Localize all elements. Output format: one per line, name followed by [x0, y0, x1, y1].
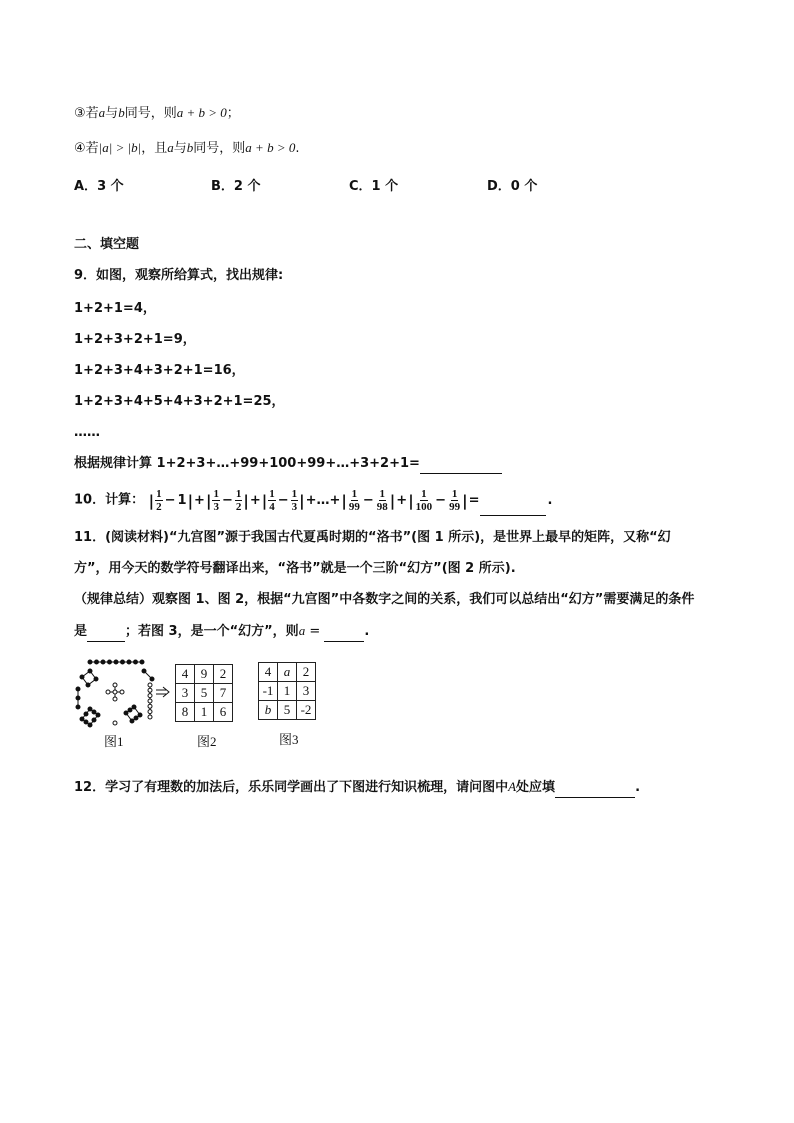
option-letter: A． — [74, 179, 98, 194]
option-d[interactable] — [487, 175, 537, 194]
option-a[interactable] — [74, 175, 124, 194]
q11-line-3: （规律总结）观察图 1、图 2，根据“九宫图”中各数字之间的关系，我们可以总结出“幻方”需要满足的条件 — [74, 592, 695, 607]
abs-bar: | — [389, 491, 396, 510]
answer-blank[interactable] — [420, 455, 502, 474]
numerator: 1 — [269, 488, 275, 500]
denominator: 100 — [415, 501, 433, 513]
denominator: 4 — [269, 501, 275, 513]
abs-bar: | — [261, 491, 268, 510]
luoshu-figure — [72, 657, 170, 737]
denominator: 99 — [348, 501, 360, 513]
minus-sign: − — [221, 492, 233, 508]
answer-blank[interactable] — [324, 623, 364, 642]
grid-cell: 1 — [278, 682, 297, 701]
fraction — [212, 488, 220, 513]
fig3-caption: 图3 — [279, 732, 299, 747]
statement-3 — [74, 104, 240, 123]
q9-line-2: 1+2+3+2+1=9， — [74, 332, 196, 347]
numerator: 1 — [291, 488, 298, 500]
answer-blank[interactable] — [480, 485, 546, 516]
fraction — [448, 488, 461, 513]
fraction — [155, 488, 163, 513]
fraction — [376, 488, 389, 513]
grid-cell: 4 — [259, 663, 278, 682]
fig1-caption: 图1 — [104, 734, 124, 749]
option-text: 2 个 — [233, 179, 261, 194]
answer-blank[interactable] — [87, 623, 125, 642]
grid-cell: 4 — [176, 665, 195, 684]
minus-sign: − — [277, 492, 289, 508]
answer-blank[interactable] — [555, 779, 635, 798]
magic-square-fig2 — [175, 664, 233, 722]
punct: . — [364, 624, 370, 639]
magic-square-fig3 — [258, 662, 316, 720]
arrow-icon — [156, 687, 169, 697]
numerator: 1 — [213, 488, 219, 500]
plus-sign: + — [396, 492, 408, 508]
option-b[interactable] — [211, 175, 261, 194]
q11-line-1: 11．(阅读材料)“九宫图”源于我国古代夏禹时期的“洛书”(图 1 所示)，是世界上最早的矩阵，又称“幻 — [74, 530, 671, 545]
minus-sign: − — [164, 492, 176, 508]
grid-cell: -1 — [259, 682, 278, 701]
grid-cell: b — [259, 701, 278, 720]
whole-number: 1 — [177, 492, 187, 508]
var-b: b — [118, 105, 125, 120]
inequality: a + b > 0 — [176, 105, 227, 120]
text: 与 — [105, 106, 119, 121]
option-text: 1 个 — [371, 179, 399, 194]
circled-number: ④ — [74, 141, 86, 156]
q9-stem: 9．如图，观察所给算式，找出规律: — [74, 268, 284, 283]
q10-label: 10．计算： — [74, 492, 145, 508]
fig2-caption: 图2 — [197, 734, 217, 749]
option-letter: B． — [211, 179, 234, 194]
q9-ask — [74, 455, 502, 474]
denominator: 3 — [291, 501, 298, 513]
numerator: 1 — [379, 488, 386, 500]
numerator: 1 — [156, 488, 162, 500]
var-a: a — [298, 623, 306, 638]
fraction — [235, 488, 243, 513]
grid-cell: 3 — [297, 682, 316, 701]
inequality: a + b > 0 — [245, 140, 296, 155]
text: 与 — [173, 141, 187, 156]
text: 同号，则 — [193, 141, 246, 156]
section-title: 二、填空题 — [74, 237, 140, 252]
text: 是 — [74, 624, 88, 639]
abs-bar: | — [148, 491, 155, 510]
grid-cell: 7 — [214, 684, 233, 703]
option-letter: C． — [349, 179, 372, 194]
q10 — [74, 485, 553, 516]
q12 — [74, 778, 640, 798]
q12-text: 12．学习了有理数的加法后，乐乐同学画出了下图进行知识梳理，请问图中 — [74, 780, 509, 795]
var-a: a — [167, 140, 174, 155]
denominator: 99 — [449, 501, 461, 513]
q9-line-4: 1+2+3+4+5+4+3+2+1=25， — [74, 394, 285, 409]
fraction — [291, 488, 299, 513]
text: 若 — [85, 106, 99, 121]
minus-sign: − — [435, 492, 447, 508]
grid-cell: a — [278, 663, 297, 682]
q9-line-1: 1+2+1=4， — [74, 301, 156, 316]
punct: . — [547, 492, 553, 508]
denominator: 98 — [376, 501, 388, 513]
abs-inequality: |a| > |b| — [98, 140, 142, 155]
equals-sign: = — [468, 492, 480, 508]
text: ，且 — [141, 141, 168, 156]
abs-bar: | — [408, 491, 414, 510]
option-text: 0 个 — [510, 179, 538, 194]
grid-cell: 9 — [195, 665, 214, 684]
text: 处应填 — [516, 780, 556, 795]
denominator: 2 — [235, 501, 242, 513]
abs-bar: | — [243, 491, 249, 510]
grid-cell: 5 — [195, 684, 214, 703]
abs-bar: | — [187, 491, 194, 510]
statement-4 — [74, 139, 299, 158]
plus-sign: + — [194, 492, 205, 508]
q11-line-4 — [74, 622, 369, 642]
fraction — [348, 488, 361, 513]
minus-sign: − — [362, 492, 374, 508]
var-A: A — [508, 779, 517, 794]
denominator: 3 — [213, 501, 219, 513]
grid-cell: 6 — [214, 703, 233, 722]
q11-line-2: 方”，用今天的数学符号翻译出来，“洛书”就是一个三阶“幻方”(图 2 所示). — [74, 561, 516, 576]
ellipsis-plus: +…+ — [305, 492, 341, 508]
punct: . — [295, 141, 300, 156]
punct: . — [635, 780, 641, 795]
q9-ask-text: 根据规律计算 1+2+3+…+99+100+99+…+3+2+1= — [74, 456, 420, 471]
q9-line-3: 1+2+3+4+3+2+1=16， — [74, 363, 245, 378]
equals-sign: = — [305, 624, 325, 639]
option-c[interactable] — [349, 175, 398, 194]
q9-line-5: …… — [74, 425, 100, 440]
grid-cell: 2 — [297, 663, 316, 682]
circled-number: ③ — [74, 106, 86, 121]
fraction — [268, 488, 276, 513]
fraction — [415, 488, 434, 513]
numerator: 1 — [451, 488, 458, 500]
option-letter: D． — [487, 179, 511, 194]
punct: ； — [226, 106, 240, 121]
denominator: 2 — [156, 501, 162, 513]
grid-cell: 8 — [176, 703, 195, 722]
grid-cell: 2 — [214, 665, 233, 684]
var-b: b — [186, 140, 194, 155]
grid-cell: 1 — [195, 703, 214, 722]
numerator: 1 — [235, 488, 242, 500]
grid-cell: -2 — [297, 701, 316, 720]
abs-bar: | — [205, 491, 212, 510]
abs-bar: | — [341, 491, 347, 510]
abs-bar: | — [299, 491, 305, 510]
abs-bar: | — [462, 491, 468, 510]
text: 若 — [85, 141, 99, 156]
grid-cell: 3 — [176, 684, 195, 703]
text: ；若图 3，是一个“幻方”，则 — [125, 624, 299, 639]
option-text: 3 个 — [97, 179, 124, 194]
var-a: a — [98, 105, 106, 120]
numerator: 1 — [421, 488, 427, 500]
plus-sign: + — [249, 492, 261, 508]
grid-cell: 5 — [278, 701, 297, 720]
text: 同号，则 — [124, 106, 177, 121]
numerator: 1 — [351, 488, 358, 500]
